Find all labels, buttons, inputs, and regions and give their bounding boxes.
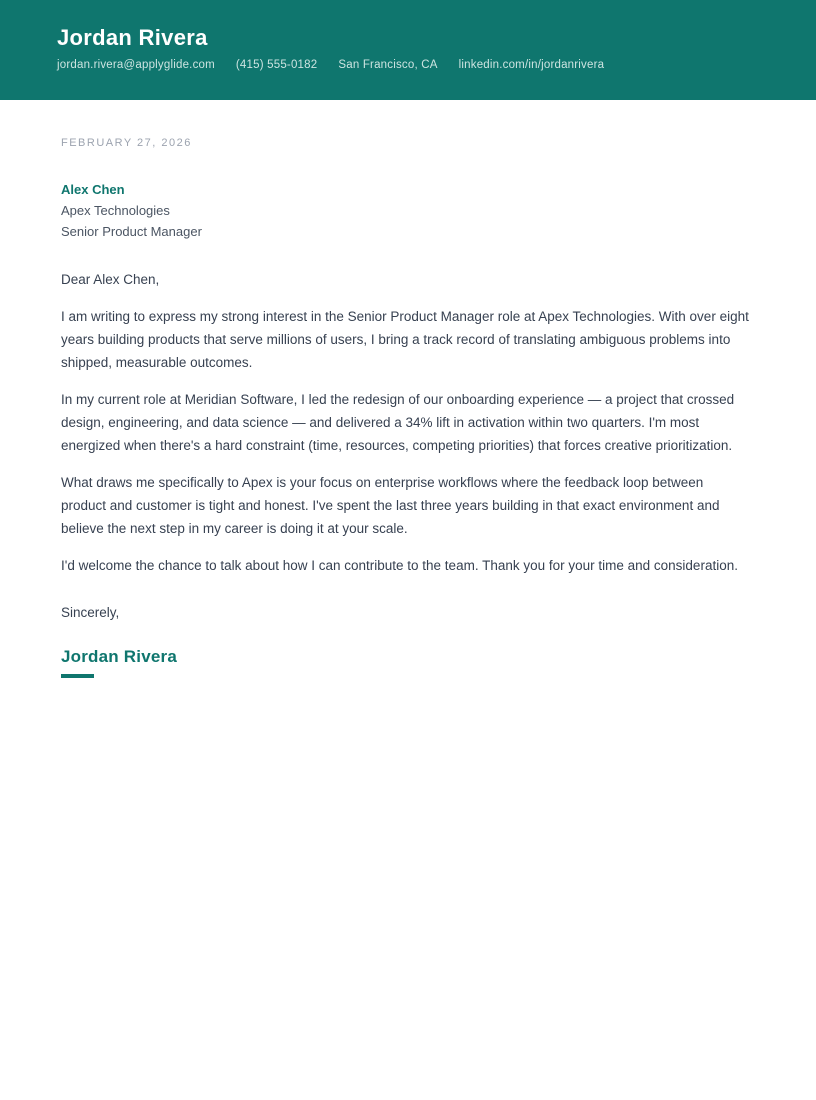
letter-paragraph: In my current role at Meridian Software, I led the redesign of our onboarding experience — a project that crossed design, engineering, and data science — and delivered a 34% lift in activation within two quarters. I'm most energized when there's a hard constraint (time, resources, competing priorities) that forces creative prioritization. — [61, 392, 735, 453]
letter-paragraph: What draws me specifically to Apex is your focus on enterprise workflows where the feedback loop between product and customer is tight and honest. I've spent the last three years building in that exact environment and believe the next step in my career is doing it at your scale. — [61, 475, 720, 536]
recipient-block — [61, 179, 752, 242]
recipient-company: Apex Technologies — [61, 203, 170, 218]
signature-name: Jordan Rivera — [61, 647, 177, 666]
contact-email: jordan.rivera@applyglide.com — [57, 59, 215, 72]
recipient-title: Senior Product Manager — [61, 224, 202, 239]
closing: Sincerely, — [61, 605, 120, 620]
letter-header — [0, 0, 816, 100]
letter-paragraph: I'd welcome the chance to talk about how I can contribute to the team. Thank you for your time and consideration. — [61, 558, 738, 573]
recipient-name: Alex Chen — [61, 182, 125, 197]
salutation: Dear Alex Chen, — [61, 272, 160, 287]
page-title: Jordan Rivera — [57, 25, 208, 50]
letter-date: FEBRUARY 27, 2026 — [61, 137, 192, 149]
signature-underline — [61, 674, 94, 678]
contact-phone: (415) 555-0182 — [235, 59, 318, 72]
letter-body — [0, 137, 816, 738]
contact-row — [57, 59, 759, 71]
letter-paragraph: I am writing to express my strong interest in the Senior Product Manager role at Apex Technologies. With over eight years building products that serve millions of users, I bring a track record of translating ambiguous problems into shipped, measurable outcomes. — [61, 309, 749, 370]
contact-linkedin: linkedin.com/in/jordanrivera — [458, 59, 605, 72]
contact-location: San Francisco, CA — [338, 59, 438, 72]
